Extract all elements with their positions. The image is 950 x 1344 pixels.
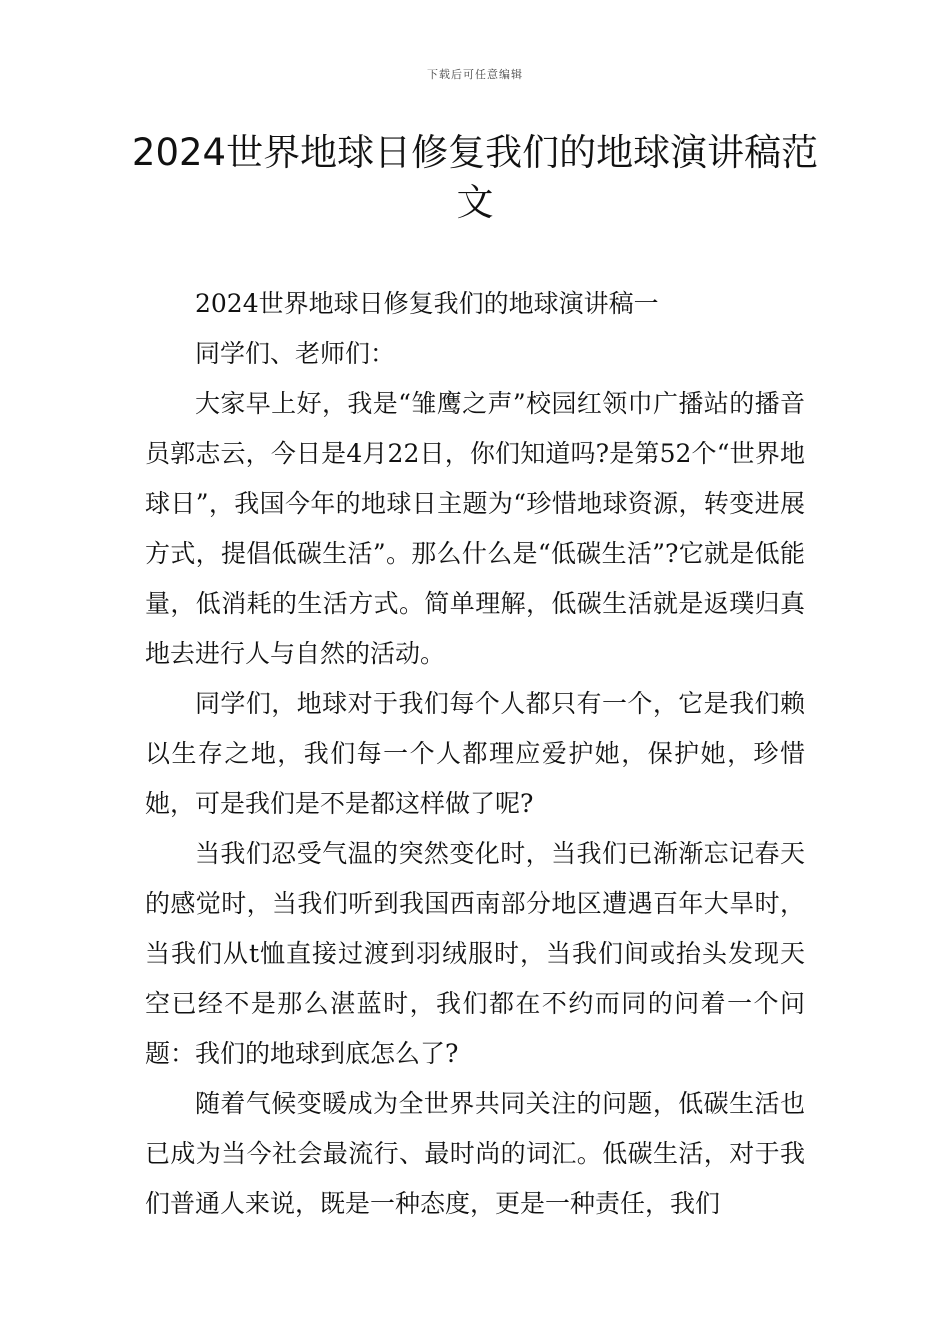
paragraph: 同学们，地球对于我们每个人都只有一个，它是我们赖以生存之地，我们每一个人都理应爱护她，保护她，珍惜她，可是我们是不是都这样做了呢? — [145, 689, 805, 818]
header-note: 下载后可任意编辑 — [427, 68, 523, 81]
paragraph: 随着气候变暖成为全世界共同关注的问题，低碳生活也已成为当今社会最流行、最时尚的词汇。低碳生活，对于我们普通人来说，既是一种态度，更是一种责任，我们 — [145, 1089, 805, 1218]
paragraph-subtitle: 2024世界地球日修复我们的地球演讲稿一 — [195, 289, 659, 318]
paragraph-salutation: 同学们、老师们： — [195, 339, 396, 368]
paragraph: 大家早上好，我是“雏鹰之声”校园红领巾广播站的播音员郭志云，今日是4月22日，你们知道吗?是第52个“世界地球日”，我国今年的地球日主题为“珍惜地球资源，转变进展方式，提倡低碳生活”。那么什么是“低碳生活”?它就是低能量，低消耗的生活方式。简单理解，低碳生活就是返璞归真地去进行人与自然的活动。 — [145, 389, 805, 668]
document-title: 2024世界地球日修复我们的地球演讲稿范文 — [131, 131, 819, 224]
paragraph: 当我们忍受气温的突然变化时，当我们已渐渐忘记春天的感觉时，当我们听到我国西南部分地区遭遇百年大旱时，当我们从t恤直接过渡到羽绒服时，当我们间或抬头发现天空已经不是那么湛蓝时，我们都在不约而同的问着一个问题：我们的地球到底怎么了? — [145, 839, 805, 1068]
document-body — [145, 279, 805, 1229]
